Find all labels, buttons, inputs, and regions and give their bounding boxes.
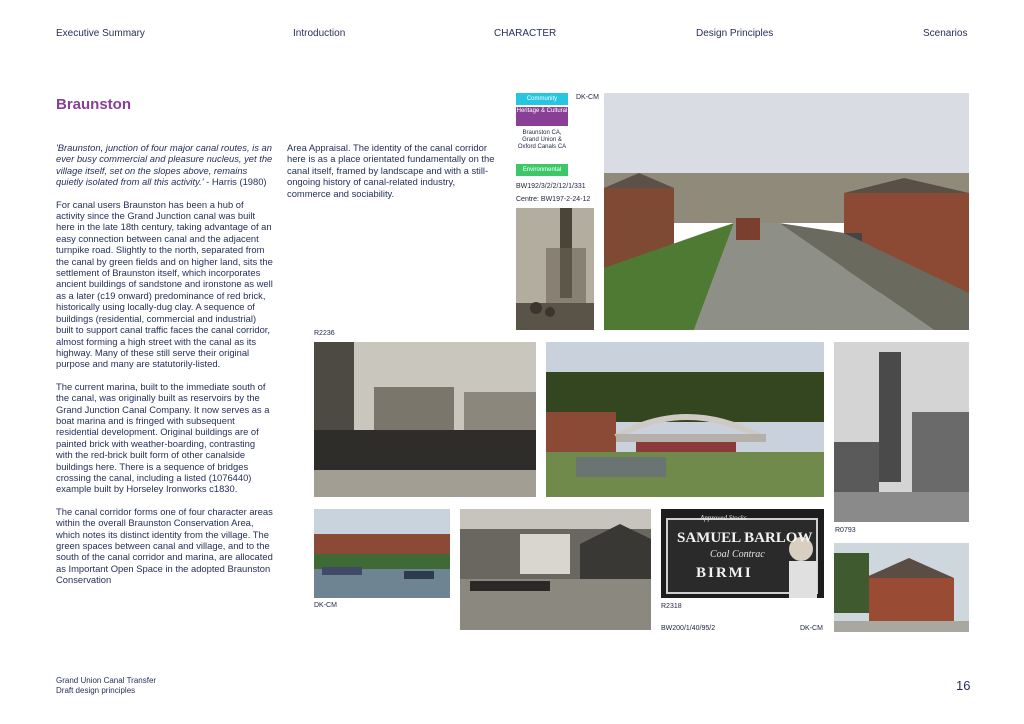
page-number: 16 xyxy=(956,678,971,693)
page-title: Braunston xyxy=(56,96,131,113)
caption-bw192: BW192/3/2/2/12/1/331 xyxy=(516,183,586,190)
sign-name-text: SAMUEL BARLOW xyxy=(677,530,813,546)
photo-canal-main xyxy=(604,93,969,330)
text-column-1 xyxy=(56,142,274,597)
photo-red-brick-building xyxy=(834,543,969,632)
tag-community: Community xyxy=(516,93,568,105)
caption-dk-cm-left: DK-CM xyxy=(314,602,337,609)
tag-braunston-ca: Braunston CA, Grand Union & Oxford Canals CA xyxy=(517,130,567,150)
sign-top-text: Approved Stocks xyxy=(700,514,747,522)
paragraph-identity: Area Appraisal. The identity of the canal corridor here is as a place orientated fundamentally on the canal itself, framed by landscape and with a still-ongoing history of canal-related industry, commerce and sociability. xyxy=(287,142,495,199)
nav-design-principles[interactable]: Design Principles xyxy=(696,28,774,39)
photo-chimney xyxy=(834,342,969,522)
caption-r0793: R0793 xyxy=(835,527,856,534)
tag-heritage-cultural: Heritage & Cultural xyxy=(516,107,568,126)
paragraph-conservation: The canal corridor forms one of four character areas within the overall Braunston Conservation Area, which notes its distinct identity from the village. The green spaces between canal and village, and to the south of the canal corridor and marina, are allocated as Important Open Space in the adopted Braunston Conservation xyxy=(56,505,273,586)
text-column-2 xyxy=(287,142,499,210)
photo-iron-bridge xyxy=(546,342,824,497)
footer-subtitle: Draft design principles xyxy=(56,686,136,695)
caption-dk-cm-bottom: DK-CM xyxy=(800,625,823,632)
paragraph-marina: The current marina, built to the immediate south of the canal, was originally built as reservoirs by the Grand Junction Canal Company. It now serves as a boat marina and is fringed with subsequent residential development. Original buildings are of painted brick with weather-boarding, contrasting with the red-brick built form of other canalside buildings here. There is a sequence of bridges crossing the canal, including a listed (1076440) example built by Horseley Ironworks c1830. xyxy=(56,380,270,495)
sign-line3-text: BIRMI xyxy=(696,565,753,581)
footer xyxy=(56,676,156,696)
sign-line2-text: Coal Contrac xyxy=(710,549,765,560)
footer-project: Grand Union Canal Transfer xyxy=(56,676,157,685)
caption-bw200: BW200/1/40/95/2 xyxy=(661,625,716,632)
caption-dk-cm-top: DK-CM xyxy=(576,94,599,101)
paragraph-history: For canal users Braunston has been a hub of activity since the Grand Junction canal was built here in the late 18th century, taking advantage of an easy connection between canal and the adjacent turnpike road. Slightly to the north, separated from the canal by green fields and on higher land, sits the settlement of Braunston itself, which incorporates ancient buildings of sandstone and ironstone as well as a later (c19 onward) predominance of red brick, historically using locally-dug clay. A sequence of buildings (residential, commercial and industrial) built to support canal traffic faces the canal corridor, almost forming a high street with the canal as its highway. Many of these still serve their original purpose and many are statutorily-listed. xyxy=(56,198,273,370)
nav-character[interactable]: CHARACTER xyxy=(494,28,557,39)
photo-historic-crowd xyxy=(314,342,536,497)
photo-historic-wharf xyxy=(460,509,651,630)
nav-introduction[interactable]: Introduction xyxy=(293,28,346,39)
photo-historic-works xyxy=(516,208,594,330)
caption-r2318: R2318 xyxy=(661,603,682,610)
nav-executive-summary[interactable]: Executive Summary xyxy=(56,28,145,39)
caption-centre: Centre: BW197-2-24-12 xyxy=(516,196,591,203)
caption-r2236: R2236 xyxy=(314,330,335,337)
photo-marina xyxy=(314,509,450,598)
tag-environmental: Environmental xyxy=(516,164,568,176)
intro-quote: 'Braunston, junction of four major canal routes, is an ever busy commercial and pleasure nucleus, yet the village itself, set on the slopes above, remains quietly isolated from all this activity.' xyxy=(56,142,273,188)
quote-attribution: - Harris (1980) xyxy=(203,176,267,188)
nav-scenarios[interactable]: Scenarios xyxy=(923,28,968,39)
